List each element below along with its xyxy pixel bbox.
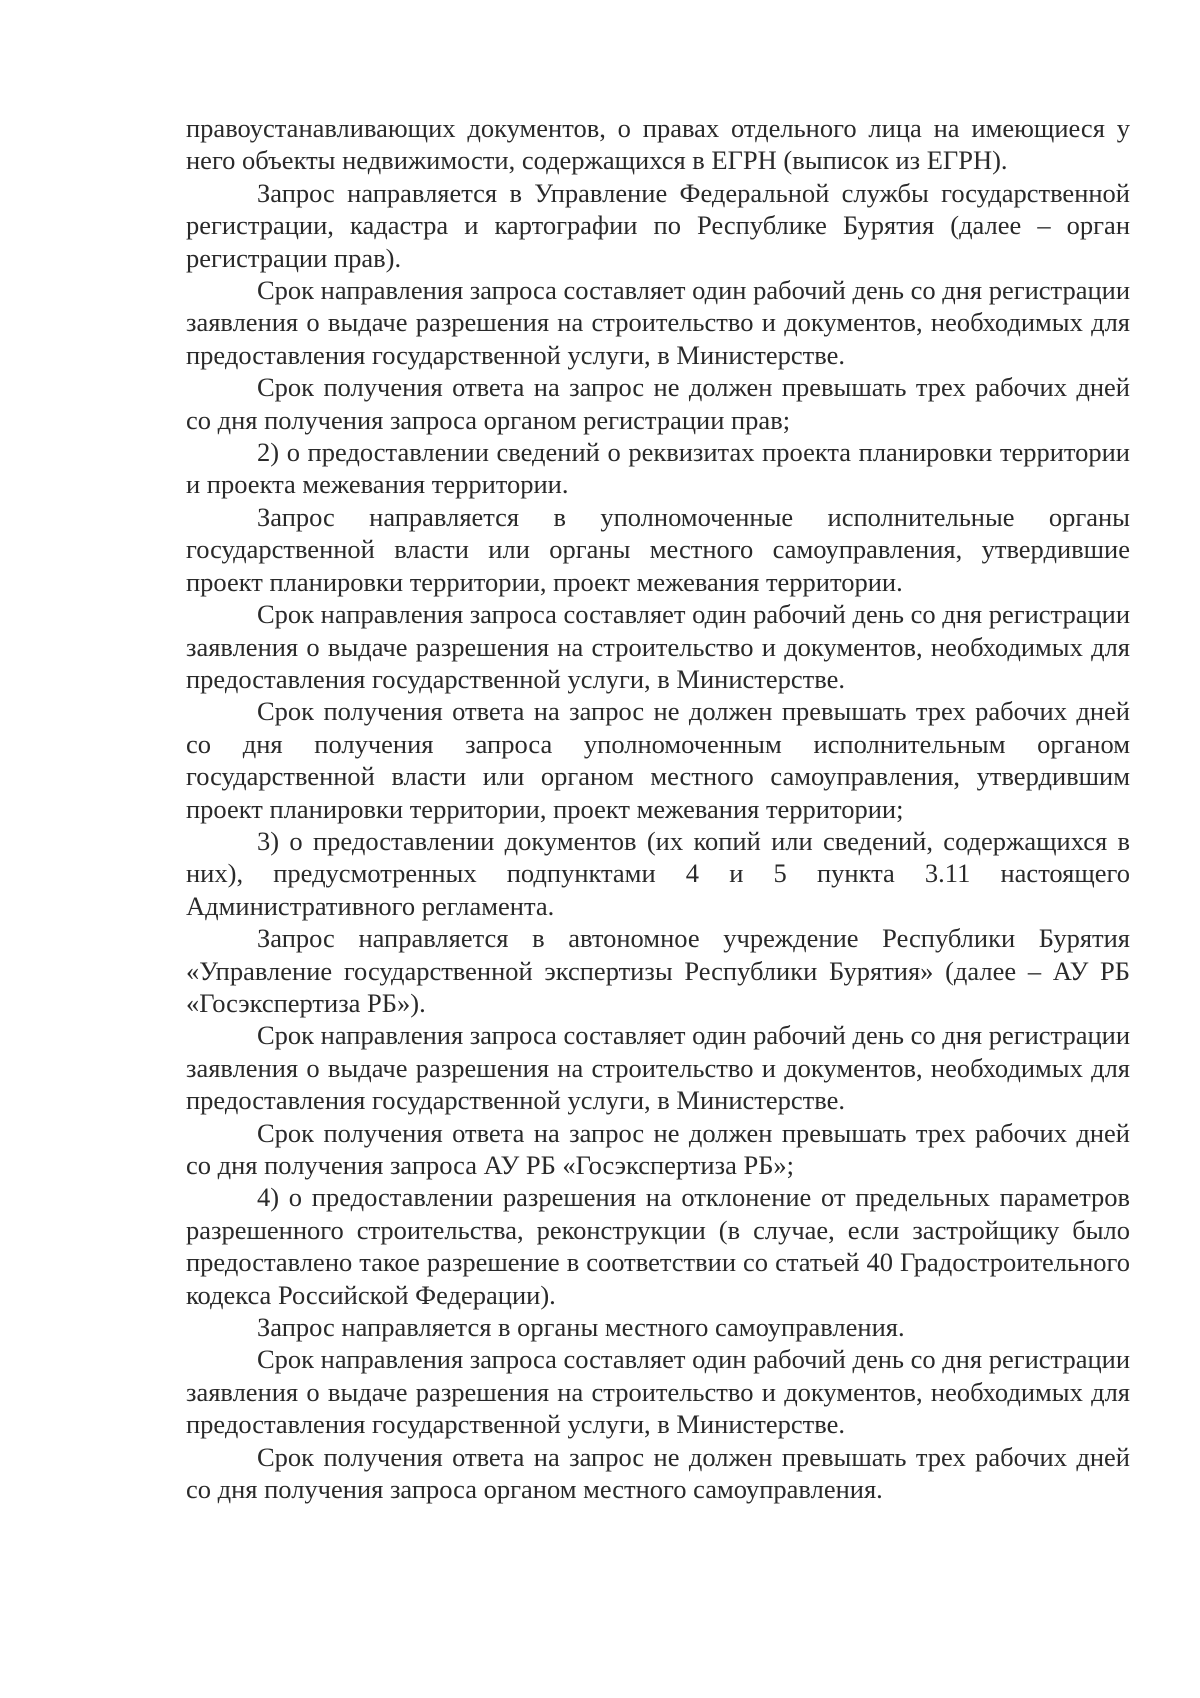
- paragraph: Срок направления запроса составляет один рабочий день со дня регистрации заявления о выдаче разрешения на строительство и документов, необходимых для предоставления государственной услуги, в Министерстве.: [186, 1344, 1130, 1440]
- document-body: [186, 112, 1130, 1505]
- paragraph: Запрос направляется в автономное учреждение Республики Бурятия «Управление государственной экспертизы Республики Бурятия» (далее – АУ РБ «Госэкспертиза РБ»).: [186, 923, 1130, 1018]
- paragraph: Срок получения ответа на запрос не должен превышать трех рабочих дней со дня получения запроса органом местного самоуправления.: [186, 1441, 1130, 1505]
- paragraph: Срок направления запроса составляет один рабочий день со дня регистрации заявления о выдаче разрешения на строительство и документов, необходимых для предоставления государственной услуги, в Министерстве.: [186, 275, 1130, 370]
- paragraph: Срок получения ответа на запрос не должен превышать трех рабочих дней со дня получения запроса АУ РБ «Госэкспертиза РБ»;: [186, 1117, 1130, 1180]
- paragraph: Срок направления запроса составляет один рабочий день со дня регистрации заявления о выдаче разрешения на строительство и документов, необходимых для предоставления государственной услуги, в Министерстве.: [186, 1020, 1130, 1116]
- paragraph: Срок направления запроса составляет один рабочий день со дня регистрации заявления о выдаче разрешения на строительство и документов, необходимых для предоставления государственной услуги, в Министерстве.: [186, 599, 1130, 694]
- paragraph-continuation: правоустанавливающих документов, о правах отдельного лица на имеющиеся у него объекты недвижимости, содержащихся в ЕГРН (выписок из ЕГРН).: [186, 113, 1130, 176]
- paragraph: Срок получения ответа на запрос не должен превышать трех рабочих дней со дня получения запроса органом регистрации прав;: [186, 372, 1130, 435]
- paragraph: Срок получения ответа на запрос не должен превышать трех рабочих дней со дня получения запроса уполномоченным исполнительным органом государственной власти или органом местного самоуправления, утвердившим проект планировки территории, проект межевания территории;: [186, 696, 1130, 824]
- paragraph-item-4: 4) о предоставлении разрешения на отклонение от предельных параметров разрешенного строительства, реконструкции (в случае, если застройщику было предоставлено такое разрешение в соответствии со статьей 40 Градостроительного кодекса Российской Федерации).: [186, 1182, 1130, 1310]
- paragraph: Запрос направляется в уполномоченные исполнительные органы государственной власти или органы местного самоуправления, утвердившие проект планировки территории, проект межевания территории.: [186, 501, 1130, 597]
- paragraph-item-3: 3) о предоставлении документов (их копий или сведений, содержащихся в них), предусмотренных подпунктами 4 и 5 пункта 3.11 настоящего Административного регламента.: [186, 825, 1130, 921]
- paragraph-item-2: 2) о предоставлении сведений о реквизитах проекта планировки территории и проекта межевания территории.: [186, 437, 1130, 500]
- paragraph: Запрос направляется в органы местного самоуправления.: [257, 1312, 905, 1343]
- paragraph: Запрос направляется в Управление Федеральной службы государственной регистрации, кадастра и картографии по Республике Бурятия (далее – орган регистрации прав).: [186, 177, 1130, 273]
